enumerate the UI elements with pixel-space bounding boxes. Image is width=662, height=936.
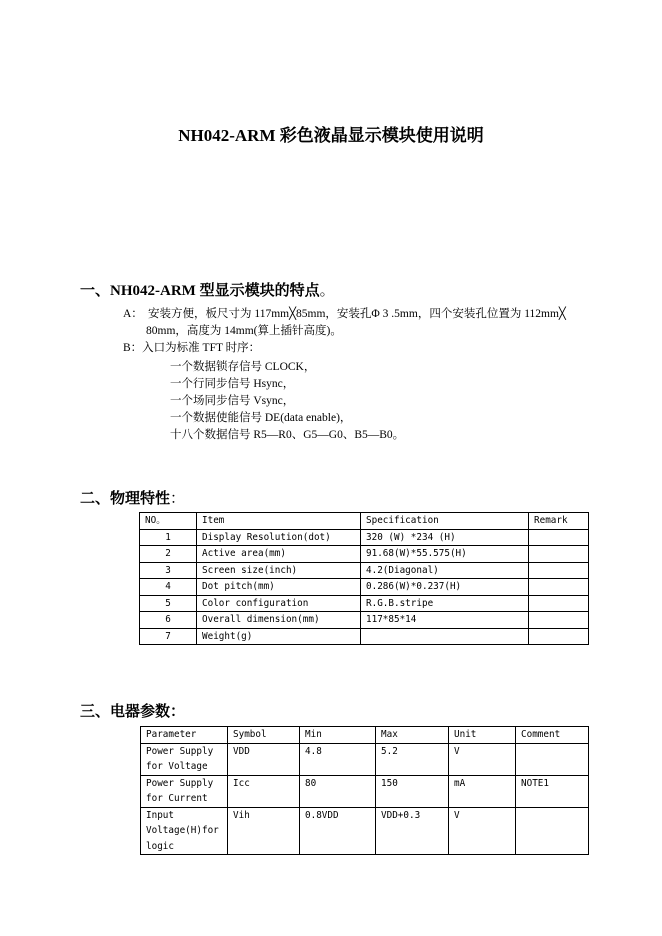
- table-row: [140, 562, 589, 579]
- signal-list-item: 一个场同步信号 Vsync，: [170, 395, 295, 407]
- table-header-row: [141, 727, 589, 744]
- table-cell: Power Supply for Voltage: [141, 743, 228, 775]
- table-cell: 117*85*14: [361, 612, 529, 629]
- signal-list-item: 一个数据使能信号 DE(data enable)，: [170, 412, 352, 424]
- physical-specs-table: [139, 512, 589, 645]
- header-cell: Symbol: [228, 727, 300, 744]
- table-cell: [529, 595, 589, 612]
- header-cell: Item: [197, 513, 361, 530]
- table-cell: 7: [140, 628, 197, 645]
- section-1-heading-text: 一、NH042-ARM 型显示模块的特点: [80, 283, 320, 299]
- table-cell: 0.8VDD: [300, 807, 376, 855]
- table-cell: Vih: [228, 807, 300, 855]
- section-1-heading-tail: 。: [319, 283, 335, 299]
- feature-a-line1: 安装方便，板尺寸为 117mm╳85mm，安装孔Φ 3 .5mm，四个安装孔位置为 112mm╳: [148, 308, 566, 320]
- table-cell: [361, 628, 529, 645]
- table-cell: NOTE1: [516, 775, 589, 807]
- signal-list-item: 一个数据锁存信号 CLOCK，: [170, 361, 316, 373]
- table-cell: 5.2: [376, 743, 449, 775]
- table-cell: V: [449, 807, 516, 855]
- document-title: NH042-ARM 彩色液晶显示模块使用说明: [178, 126, 484, 145]
- table-cell: VDD+0.3: [376, 807, 449, 855]
- table-cell: 0.286(W)*0.237(H): [361, 579, 529, 596]
- table-cell: 4.8: [300, 743, 376, 775]
- table-cell: 80: [300, 775, 376, 807]
- table-cell: Power Supply for Current: [141, 775, 228, 807]
- table-row: [141, 775, 589, 807]
- table-row: [140, 579, 589, 596]
- table-cell: 320 (W) *234 (H): [361, 529, 529, 546]
- table-cell: [529, 579, 589, 596]
- header-cell: NO。: [140, 513, 197, 530]
- table-cell: mA: [449, 775, 516, 807]
- table-cell: Display Resolution(dot): [197, 529, 361, 546]
- table-row: [141, 807, 589, 855]
- table-cell: Active area(mm): [197, 546, 361, 563]
- header-cell: Unit: [449, 727, 516, 744]
- header-cell: Comment: [516, 727, 589, 744]
- table-row: [141, 743, 589, 775]
- table-row: [140, 529, 589, 546]
- table-row: [140, 612, 589, 629]
- table-cell: [529, 612, 589, 629]
- table-cell: [529, 529, 589, 546]
- table-cell: Overall dimension(mm): [197, 612, 361, 629]
- table-cell: Icc: [228, 775, 300, 807]
- table-cell: 4: [140, 579, 197, 596]
- table-cell: [516, 743, 589, 775]
- header-cell: Min: [300, 727, 376, 744]
- table-cell: V: [449, 743, 516, 775]
- table-row: [140, 628, 589, 645]
- header-cell: Max: [376, 727, 449, 744]
- section-2-heading-tail: ：: [170, 491, 186, 507]
- table-cell: [529, 628, 589, 645]
- table-cell: Color configuration: [197, 595, 361, 612]
- header-cell: Remark: [529, 513, 589, 530]
- signal-list-item: 十八个数据信号 R5—R0、G5—G0、B5—B0。: [170, 429, 405, 441]
- table-cell: [529, 546, 589, 563]
- table-cell: 5: [140, 595, 197, 612]
- section-2-heading-text: 二、物理特性: [80, 491, 171, 507]
- signal-list-item: 一个行同步信号 Hsync，: [170, 378, 295, 390]
- section-3-heading: 三、电器参数：: [80, 704, 186, 720]
- table-cell: 2: [140, 546, 197, 563]
- table-cell: [529, 562, 589, 579]
- table-cell: 6: [140, 612, 197, 629]
- section-1-heading: [80, 279, 335, 300]
- table-cell: 91.68(W)*55.575(H): [361, 546, 529, 563]
- table-header-row: [140, 513, 589, 530]
- table-cell: Dot pitch(mm): [197, 579, 361, 596]
- feature-a-line2: 80mm，高度为 14mm(算上插针高度)。: [146, 325, 342, 337]
- table-cell: Weight(g): [197, 628, 361, 645]
- table-cell: R.G.B.stripe: [361, 595, 529, 612]
- table-cell: 1: [140, 529, 197, 546]
- header-cell: Parameter: [141, 727, 228, 744]
- table-cell: 150: [376, 775, 449, 807]
- feature-b-line: B：入口为标准 TFT 时序：: [123, 342, 261, 354]
- table-cell: Input Voltage(H)for logic: [141, 807, 228, 855]
- feature-a-label: A：: [123, 308, 143, 320]
- table-row: [140, 546, 589, 563]
- section-2-heading: [80, 487, 185, 508]
- table-row: [140, 595, 589, 612]
- table-cell: VDD: [228, 743, 300, 775]
- table-cell: 3: [140, 562, 197, 579]
- header-cell: Specification: [361, 513, 529, 530]
- table-cell: [516, 807, 589, 855]
- electrical-params-table: [140, 726, 589, 855]
- table-cell: Screen size(inch): [197, 562, 361, 579]
- table-cell: 4.2(Diagonal): [361, 562, 529, 579]
